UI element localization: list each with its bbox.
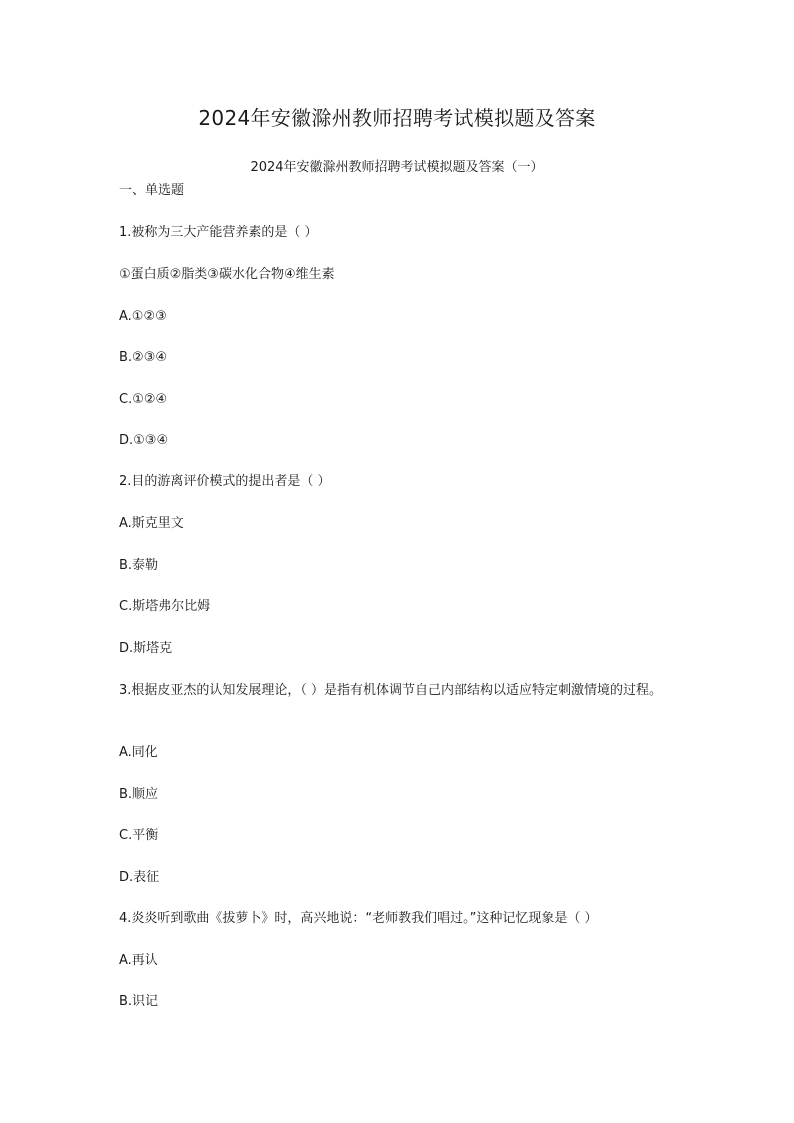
question-4-option-a: A.再认: [119, 953, 158, 968]
question-3-option-b: B.顺应: [119, 787, 159, 802]
document-title: 2024年安徽滁州教师招聘考试模拟题及答案: [198, 106, 596, 130]
question-1-note: ①蛋白质②脂类③碳水化合物④维生素: [119, 267, 335, 282]
question-3-option-c: C.平衡: [119, 828, 159, 843]
question-1-option-b: B.②③④: [119, 350, 168, 365]
question-3-option-d: D.表征: [119, 870, 160, 885]
section-title: 2024年安徽滁州教师招聘考试模拟题及答案（一）: [250, 160, 544, 175]
question-2-option-b: B.泰勒: [119, 558, 159, 573]
question-1-option-a: A.①②③: [119, 309, 167, 324]
question-2-option-a: A.斯克里文: [119, 516, 184, 531]
question-1-option-c: C.①②④: [119, 392, 168, 407]
question-1-stem: 1.被称为三大产能营养素的是（ ）: [119, 225, 318, 240]
question-4-option-b: B.识记: [119, 994, 159, 1009]
question-2-stem: 2.目的游离评价模式的提出者是（ ）: [119, 474, 331, 489]
question-4-stem: 4.炎炎听到歌曲《拔萝卜》时，高兴地说：“老师教我们唱过。”这种记忆现象是（ ）: [119, 911, 598, 926]
question-2-option-d: D.斯塔克: [119, 641, 173, 656]
question-2-option-c: C.斯塔弗尔比姆: [119, 599, 211, 614]
question-3-stem: 3.根据皮亚杰的认知发展理论，（ ）是指有机体调节自己内部结构以适应特定刺激情境的过程。: [119, 683, 663, 698]
part-heading: 一、单选题: [119, 183, 185, 198]
question-1-option-d: D.①③④: [119, 433, 169, 448]
question-3-option-a: A.同化: [119, 745, 158, 760]
